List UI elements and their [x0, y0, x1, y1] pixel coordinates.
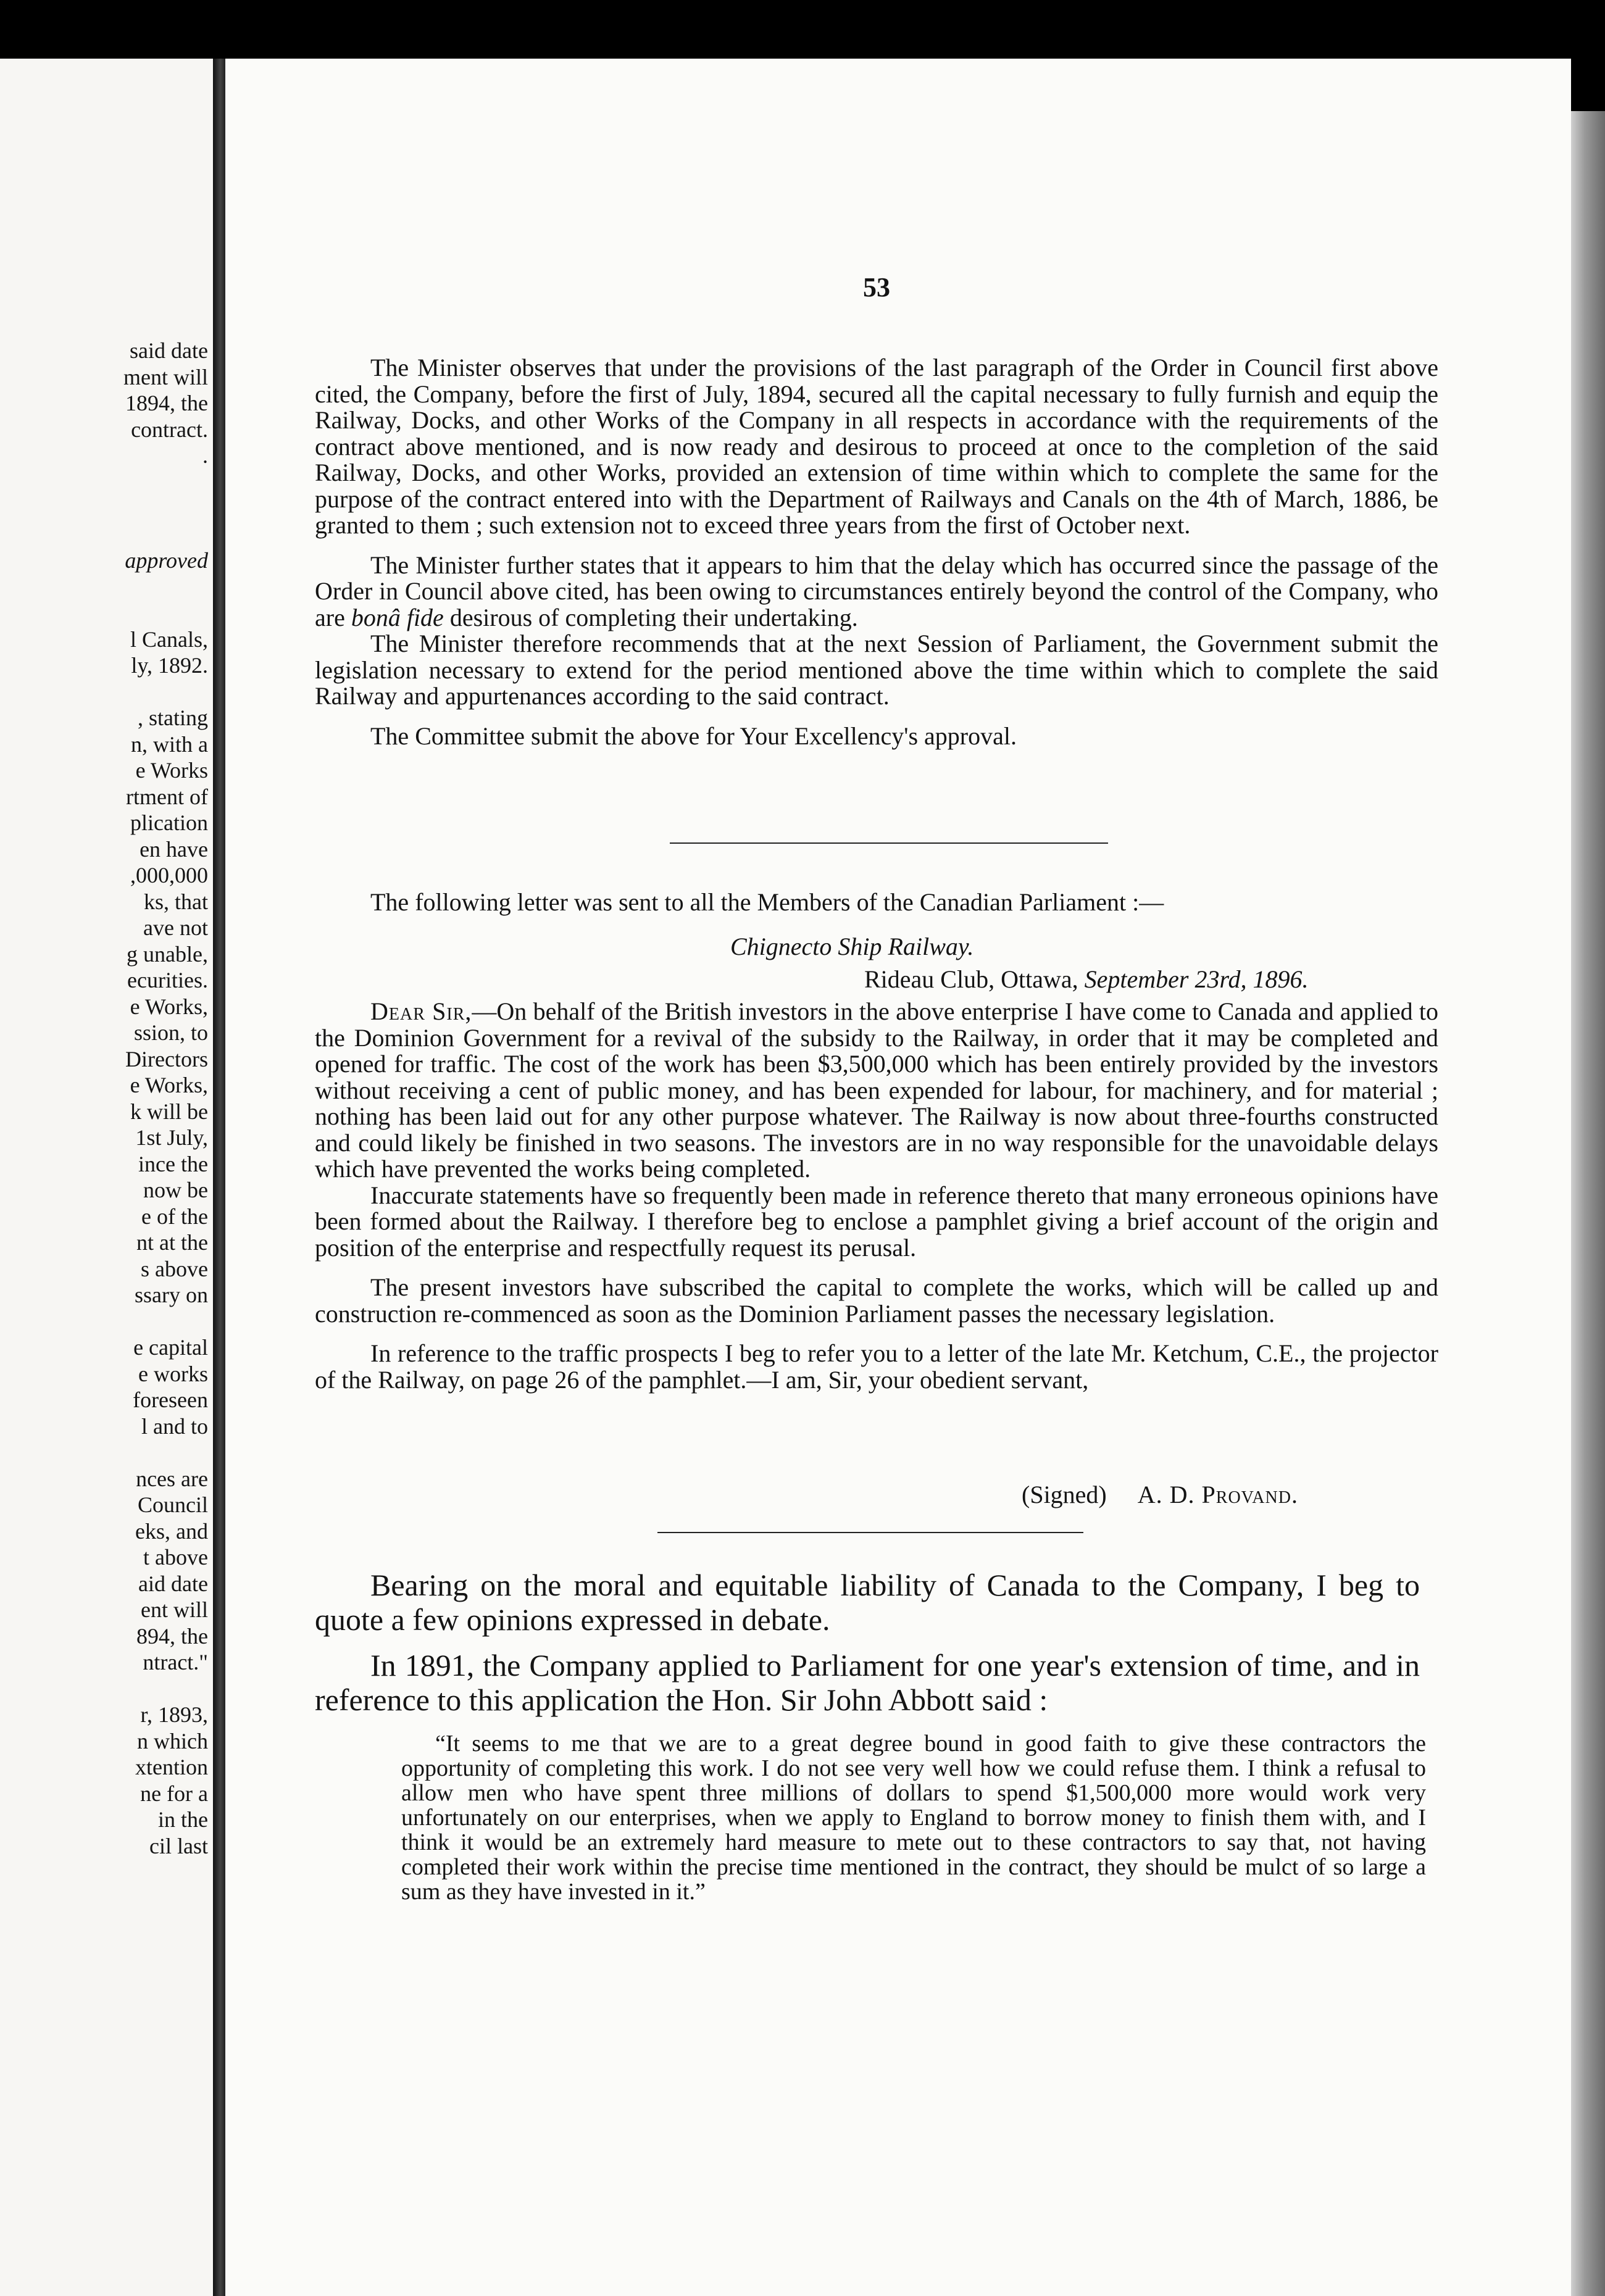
fragment-line: l and to [141, 1413, 208, 1439]
letter-heading: Chignecto Ship Railway. [730, 933, 974, 960]
fragment-line [123, 522, 208, 548]
abbott-quote: “It seems to me that we are to a great degree bound in good faith to give these contractors the opportunity of completing this work. I do not see very well how we could refuse them. I think a refusal to allow men who have spent three millions of dollars to spend $1,500,000 more would work very unfortunately on our enterprises, when we apply to England to borrow money to finish them with, and I think it would be an extremely hard measure to mete out to these contractors to say that, not having completed their work within the precise time mentioned in the contract, they should be mulct of so large a sum as they have invested in it.” [401, 1731, 1426, 1905]
fragment-line: ince the [138, 1151, 208, 1176]
book-gutter [213, 59, 225, 2296]
fragment-line: e Works [135, 758, 208, 783]
page-edge [1571, 111, 1605, 2296]
fragment-line [123, 1439, 208, 1466]
fragment-line: ment will [123, 364, 208, 389]
page-number: 53 [863, 272, 890, 302]
fragment-line [123, 469, 208, 496]
fragment-line: e works [138, 1361, 208, 1386]
fragment-line: . [202, 443, 208, 468]
fragment-line: e capital [133, 1335, 208, 1360]
fragment-line: ly, 1892. [131, 653, 208, 678]
minute-section [315, 355, 1438, 749]
letter-paragraph: The present investors have subscribed the capital to complete the works, which will be called up and construction re-commenced as soon as the Dominion Parliament passes the necessary legislation. [315, 1273, 1438, 1328]
commentary [315, 1568, 1420, 1717]
fragment-line [123, 574, 208, 601]
fragment-line [123, 679, 208, 705]
fragment-line: Council [138, 1492, 208, 1517]
fragment-line: 1894, the [125, 391, 208, 415]
fragment-line: en have [140, 836, 208, 862]
fragment-line [123, 1676, 208, 1702]
fragment-line: said date [130, 338, 208, 363]
fragment-line [123, 600, 208, 626]
fragment-line: g unable, [127, 941, 208, 967]
fragment-line [123, 1308, 208, 1335]
minute-paragraph: The Minister therefore recommends that at the next Session of Parliament, the Government submit the legislation necessary to extend for the period mentioned above the time within which to complete the said Railway and appurtenances according to the said contract. [315, 630, 1438, 710]
fragment-line: contract. [131, 417, 208, 442]
previous-page-text [123, 338, 208, 1859]
previous-page-fragment [0, 59, 213, 2296]
fragment-line: eks, and [135, 1518, 208, 1544]
fragment-line: xtention [135, 1755, 208, 1779]
fragment-line: nt at the [136, 1230, 208, 1255]
letter-dateline: Rideau Club, Ottawa, September 23rd, 1896. [864, 965, 1309, 993]
fragment-line: ssary on [135, 1283, 208, 1307]
letter-intro: The following letter was sent to all the Members of the Canadian Parliament :— [370, 888, 1164, 916]
letter-paragraph: Inaccurate statements have so frequently been made in reference thereto that many erroneous opinions have been formed about the Railway. I therefore beg to enclose a pamphlet giving a brief account of the origin and position of the enterprise and respectfully request its perusal. [315, 1181, 1438, 1262]
fragment-line: ent will [141, 1597, 208, 1622]
minute-paragraph: The Committee submit the above for Your Excellency's approval. [370, 722, 1017, 750]
fragment-line: aid date [138, 1571, 208, 1596]
fragment-line: n, with a [131, 731, 208, 757]
fragment-line: plication [130, 810, 208, 835]
fragment-line: approved [125, 548, 208, 573]
fragment-line: now be [143, 1178, 208, 1202]
letter-body [315, 999, 1438, 1393]
fragment-line: k will be [130, 1099, 208, 1124]
fragment-line: nces are [136, 1466, 208, 1491]
fragment-line [123, 495, 208, 522]
fragment-line: ecurities. [127, 968, 208, 992]
fragment-line: rtment of [126, 784, 208, 809]
fragment-line: t above [143, 1545, 208, 1570]
section-divider [670, 842, 1108, 844]
minute-paragraph: The Minister observes that under the provisions of the last paragraph of the Order in Council first above cited, the Company, before the first of July, 1894, secured all the capital necessary to fully furnish and equip the Railway, Docks, and other Works of the Company in all respects in accordance with the requirements of the contract above mentioned, and is now ready and desirous to proceed at once to the completion of the said Railway, Docks, and other Works, provided an extension of time within which to complete the same for the purpose of the contract entered into with the Department of Railways and Canals on the 4th of March, 1886, be granted to them ; such extension not to exceed three years from the first of October next. [315, 354, 1438, 539]
fragment-line: ne for a [140, 1781, 208, 1806]
fragment-line: in the [158, 1807, 208, 1832]
fragment-line: 1st July, [135, 1125, 208, 1150]
fragment-line: r, 1893, [140, 1702, 208, 1727]
minute-paragraph: The Minister further states that it appears to him that the delay which has occurred since the passage of the Order in Council above cited, has been owing to circumstances entirely beyond the control of the Company, who are bonâ fide desirous of completing their undertaking. [315, 551, 1438, 631]
fragment-line: Directors [125, 1046, 208, 1071]
fragment-line: e of the [141, 1204, 208, 1229]
fragment-line: ave not [143, 915, 208, 940]
section-divider [657, 1532, 1083, 1533]
fragment-line: 894, the [136, 1623, 208, 1649]
fragment-line: ssion, to [133, 1020, 208, 1045]
fragment-line: foreseen [133, 1387, 208, 1412]
fragment-line: , stating [138, 705, 208, 730]
fragment-line: ,000,000 [130, 863, 208, 888]
commentary-paragraph: Bearing on the moral and equitable liability of Canada to the Company, I beg to quote a few opinions expressed in debate. [315, 1568, 1420, 1637]
fragment-line: e Works, [130, 994, 208, 1019]
signature-line: (Signed) A. D. Provand. [1022, 1481, 1298, 1508]
commentary-paragraph: In 1891, the Company applied to Parliament for one year's extension of time, and in reference to this application the Hon. Sir John Abbott said : [315, 1648, 1420, 1717]
fragment-line: l Canals, [130, 626, 208, 652]
letter-paragraph: In reference to the traffic prospects I beg to refer you to a letter of the late Mr. Ketchum, C.E., the projector of the Railway, on page 26 of the pamphlet.—I am, Sir, your obedient servant, [315, 1339, 1438, 1394]
letter-paragraph: Dear Sir,—On behalf of the British investors in the above enterprise I have come to Canada and applied to the Dominion Government for a revival of the subsidy to the Railway, in order that it may be completed and opened for traffic. The cost of the work has been $3,500,000 which has been entirely provided by the investors without receiving a cent of public money, and has been expended for labour, for machinery, and for material ; nothing has been laid out for any other purpose whatever. The Railway is now about three-fourths constructed and could likely be finished in two seasons. The investors are in no way responsible for the unavoidable delays which have prevented the works being completed. [315, 997, 1438, 1183]
fragment-line: e Works, [130, 1073, 208, 1097]
fragment-line: ks, that [144, 889, 208, 914]
fragment-line: cil last [149, 1833, 208, 1858]
fragment-line: n which [137, 1728, 208, 1753]
fragment-line: ntract." [143, 1650, 208, 1674]
fragment-line: s above [141, 1256, 208, 1281]
